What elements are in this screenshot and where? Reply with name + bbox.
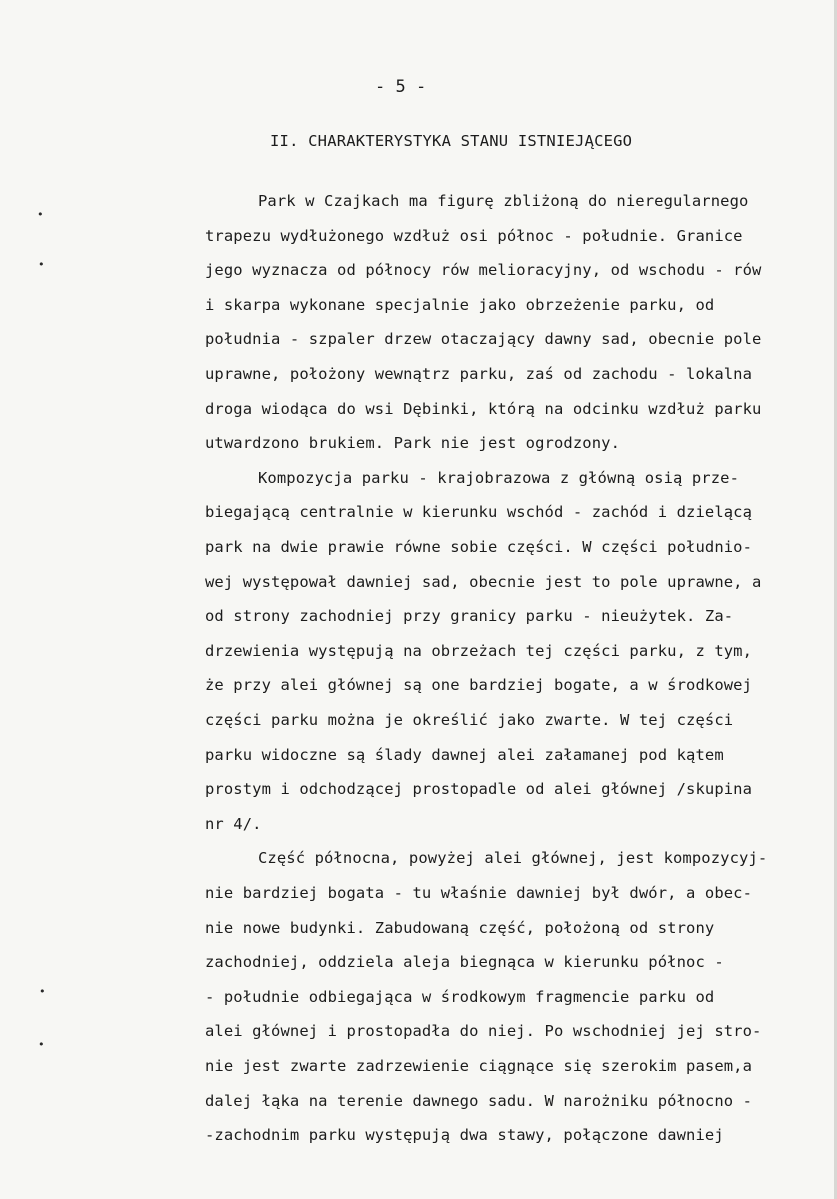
text-line: park na dwie prawie równe sobie części. W części południo- bbox=[205, 538, 753, 556]
text-line: Park w Czajkach ma figurę zbliżoną do nieregularnego bbox=[258, 192, 749, 210]
text-line: nr 4/. bbox=[205, 815, 262, 833]
text-line: południa - szpaler drzew otaczający dawny sad, obecnie pole bbox=[205, 330, 762, 348]
text-line: wej występował dawniej sad, obecnie jest to pole uprawne, a bbox=[205, 573, 762, 591]
page-number: - 5 - bbox=[375, 77, 427, 97]
text-line: zachodniej, oddziela aleja biegnąca w kierunku północ - bbox=[205, 953, 724, 971]
text-line: drzewienia występują na obrzeżach tej części parku, z tym, bbox=[205, 642, 753, 660]
section-heading: II. CHARAKTERYSTYKA STANU ISTNIEJĄCEGO bbox=[270, 132, 633, 150]
text-line: Część północna, powyżej alei głównej, jest kompozycyj- bbox=[258, 849, 768, 867]
margin-mark: • bbox=[37, 208, 44, 221]
text-line: że przy alei głównej są one bardziej bogate, a w środkowej bbox=[205, 676, 753, 694]
margin-mark: • bbox=[38, 258, 45, 271]
text-line: części parku można je określić jako zwarte. W tej części bbox=[205, 711, 734, 729]
text-line: nie bardziej bogata - tu właśnie dawniej był dwór, a obec- bbox=[205, 884, 753, 902]
text-line: od strony zachodniej przy granicy parku - nieużytek. Za- bbox=[205, 607, 734, 625]
text-line: Kompozycja parku - krajobrazowa z główną osią prze- bbox=[258, 469, 740, 487]
text-line: droga wiodąca do wsi Dębinki, którą na odcinku wzdłuż parku bbox=[205, 400, 762, 418]
text-line: - południe odbiegająca w środkowym fragmencie parku od bbox=[205, 988, 715, 1006]
text-line: uprawne, położony wewnątrz parku, zaś od zachodu - lokalna bbox=[205, 365, 753, 383]
text-line: alei głównej i prostopadła do niej. Po wschodniej jej stro- bbox=[205, 1022, 762, 1040]
text-line: nie nowe budynki. Zabudowaną część, położoną od strony bbox=[205, 919, 715, 937]
text-line: jego wyznacza od północy rów melioracyjny, od wschodu - rów bbox=[205, 261, 762, 279]
text-line: nie jest zwarte zadrzewienie ciągnące się szerokim pasem,a bbox=[205, 1057, 753, 1075]
margin-mark: • bbox=[38, 1038, 45, 1051]
margin-mark: • bbox=[39, 985, 46, 998]
text-line: prostym i odchodzącej prostopadle od alei głównej /skupina bbox=[205, 780, 753, 798]
text-line: -zachodnim parku występują dwa stawy, połączone dawniej bbox=[205, 1126, 724, 1144]
text-line: trapezu wydłużonego wzdłuż osi północ - południe. Granice bbox=[205, 227, 743, 245]
text-line: biegającą centralnie w kierunku wschód - zachód i dzielącą bbox=[205, 503, 753, 521]
text-line: parku widoczne są ślady dawnej alei załamanej pod kątem bbox=[205, 746, 724, 764]
text-line: utwardzono brukiem. Park nie jest ogrodzony. bbox=[205, 434, 620, 452]
text-line: i skarpa wykonane specjalnie jako obrzeżenie parku, od bbox=[205, 296, 715, 314]
text-line: dalej łąka na terenie dawnego sadu. W narożniku północno - bbox=[205, 1092, 753, 1110]
